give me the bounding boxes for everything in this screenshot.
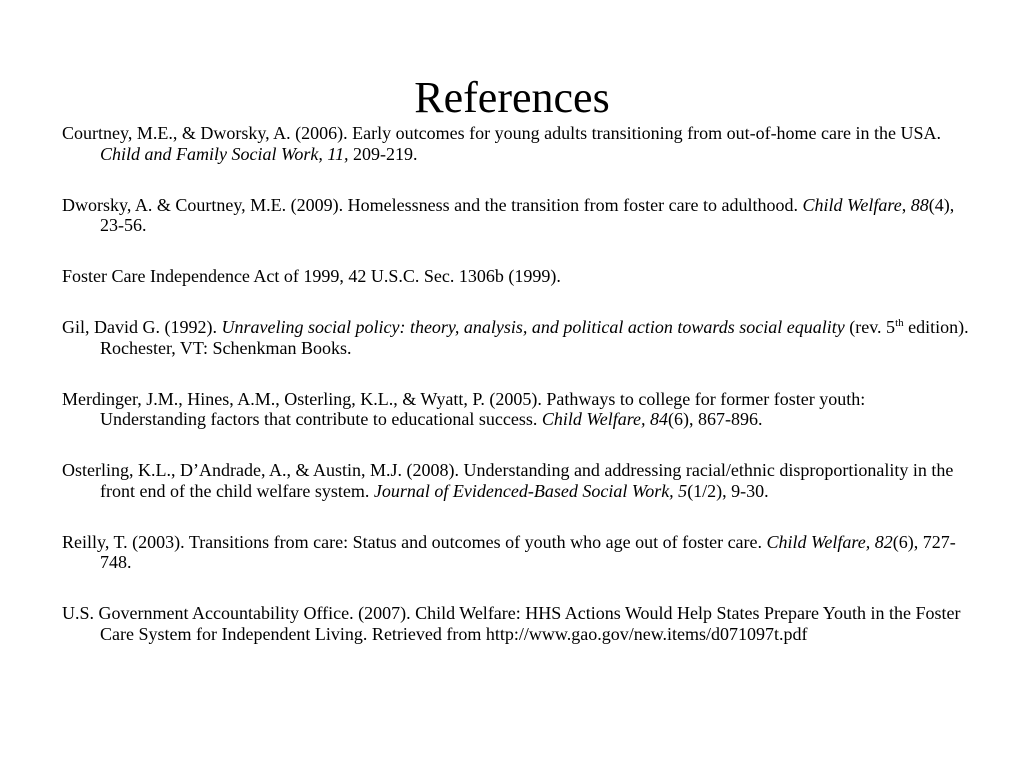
reference-item-gil-1992 [62,317,972,358]
reference-text: Courtney, M.E., & Dworsky, A. (2006). Early outcomes for young adults transitioning from out-of-home care in the USA. [62,123,942,143]
reference-item-foster-care-act [62,266,972,287]
reference-volume: 88 [910,194,929,215]
reference-item-osterling-2008 [62,460,972,501]
reference-journal: Journal of Evidenced-Based Social Work, 5 [373,480,688,501]
reference-journal: Child Welfare, 82 [766,531,893,552]
reference-text: Osterling, K.L., D’Andrade, A., & Austin, M.J. (2008). Understanding and addressing racial/ethnic disproportionality in the front end of the child welfare system. [62,460,954,501]
reference-text: (rev. 5 [844,317,896,337]
reference-item-merdinger-2005 [62,389,972,430]
reference-text: Merdinger, J.M., Hines, A.M., Osterling, K.L., & Wyatt, P. (2005). Pathways to college for former foster youth: Understanding factors that contribute to educational success. [62,388,866,429]
reference-journal: Child Welfare, 84 [541,409,669,429]
reference-item-gao-2007 [62,603,972,644]
reference-text: (6), 867-896. [668,409,763,429]
reference-text: , [901,194,911,215]
reference-list [62,123,972,644]
reference-item-courtney-2006 [62,123,972,164]
reference-text: U.S. Government Accountability Office. (2007). Child Welfare: HHS Actions Would Help States Prepare Youth in the Foster Care System for Independent Living. Retrieved from http://www.gao.gov/new.items/d071097t.pdf [62,603,961,644]
reference-text: Foster Care Independence Act of 1999, 42 U.S.C. Sec. 1306b (1999). [62,266,561,286]
reference-item-reilly-2003 [62,532,972,573]
reference-text: Reilly, T. (2003). Transitions from care: Status and outcomes of youth who age out of foster care. [62,531,767,552]
page-title: References [414,73,610,122]
reference-text: 209-219. [348,143,418,164]
reference-text: edition). Rochester, VT: Schenkman Books. [100,317,969,358]
reference-text: (4), 23-56. [100,194,955,235]
reference-journal: Child Welfare [802,194,902,215]
reference-text: (6), 727-748. [100,531,956,572]
reference-text: Gil, David G. (1992). [62,317,222,337]
reference-item-dworsky-2009 [62,195,972,236]
reference-journal: Child and Family Social Work, 11, [100,143,349,164]
reference-text: (1/2), 9-30. [687,480,769,501]
reference-superscript: th [895,317,904,329]
reference-text: Dworsky, A. & Courtney, M.E. (2009). Homelessness and the transition from foster care to adulthood. [62,194,803,215]
reference-book-title: Unraveling social policy: theory, analysis, and political action towards social equality [221,317,845,337]
